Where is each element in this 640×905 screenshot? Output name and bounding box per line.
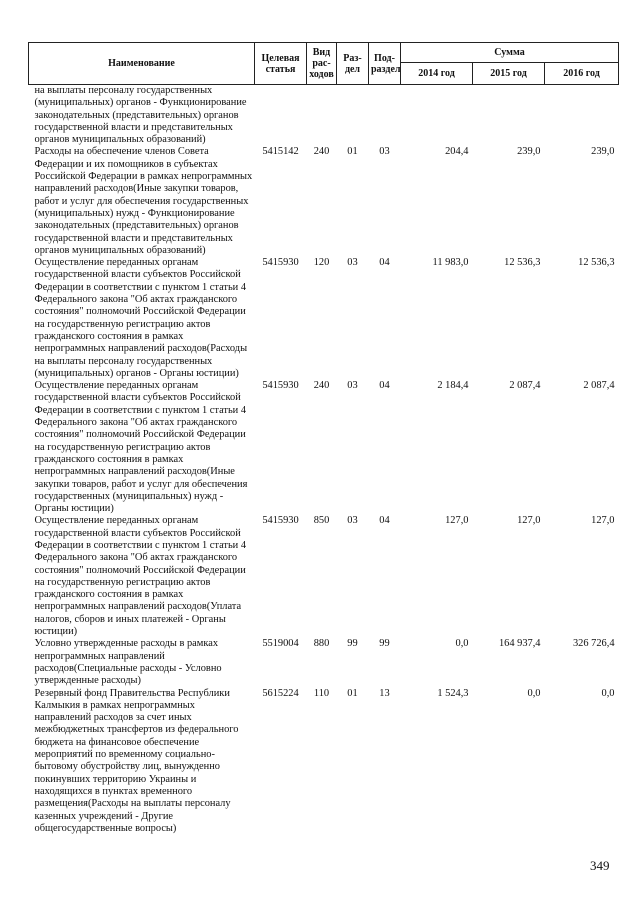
row-section bbox=[337, 85, 369, 147]
row-kind: 240 bbox=[313, 146, 330, 158]
row-target bbox=[255, 85, 307, 147]
row-sum-2015: 12 536,3 bbox=[504, 257, 541, 269]
header-subsection: Под-раздел bbox=[369, 43, 401, 85]
header-kind: Вид рас-ходов bbox=[307, 43, 337, 85]
row-section: 99 bbox=[347, 638, 358, 650]
row-target: 5415930 bbox=[262, 515, 299, 527]
row-kind: 880 bbox=[313, 638, 330, 650]
row-sum-2016: 12 536,3 bbox=[578, 257, 615, 269]
table-row bbox=[29, 380, 619, 515]
row-section: 01 bbox=[347, 687, 358, 699]
header-sum: Сумма bbox=[401, 43, 619, 63]
row-sum-2014: 11 983,0 bbox=[432, 257, 469, 269]
row-section: 03 bbox=[347, 257, 358, 269]
row-kind bbox=[307, 85, 337, 147]
table-row bbox=[29, 638, 619, 687]
header-2014: 2014 год bbox=[401, 63, 473, 85]
row-subsection: 04 bbox=[379, 257, 390, 269]
row-sum-2015: 239,0 bbox=[517, 146, 541, 158]
row-subsection: 04 bbox=[379, 380, 390, 392]
budget-table bbox=[28, 42, 619, 835]
row-sum-2016 bbox=[545, 85, 619, 147]
row-sum-2014: 204,4 bbox=[445, 146, 469, 158]
row-name: Осуществление переданных органам государственной власти субъектов Российской Федерации в соответствии с пунктом 1 статьи 4 Федерального закона "Об актах гражданского состояния" полномочий Российской Федерации на государственную регистрацию актов гражданского состояния в рамках непрограммных направлений расходов(Расходы на выплаты персоналу государственных (муниципальных) органов - Органы юстиции) bbox=[34, 257, 248, 379]
row-kind: 240 bbox=[313, 380, 330, 392]
row-name: Расходы на обеспечение членов Совета Федерации и их помощников в субъектах Российской Федерации в рамках непрограммных направлений расходов(Иные закупки товаров, работ и услуг для обеспечения государственных (муниципальных) нужд - Функционирование законодательных (представительных) органов государственной власти и представительных органов муниципальных образований) bbox=[34, 146, 253, 256]
row-sum-2016: 127,0 bbox=[591, 515, 615, 527]
table-header bbox=[29, 43, 619, 85]
row-section: 03 bbox=[347, 380, 358, 392]
row-subsection bbox=[369, 85, 401, 147]
row-target: 5615224 bbox=[262, 687, 299, 699]
table-row bbox=[29, 688, 619, 836]
row-name: Условно утвержденные расходы в рамках непрограммных направлений расходов(Специальные расходы - Условно утвержденные расходы) bbox=[34, 638, 222, 687]
row-sum-2015: 2 087,4 bbox=[509, 380, 541, 392]
row-name: Резервный фонд Правительства Республики Калмыкия в рамках непрограммных направлений расходов за счет иных межбюджетных трансфертов из федерального бюджета на финансовое обеспечение мероприятий по временному социально-бытовому обустройству лиц, вынужденно покинувших территорию Украины и находящихся в пунктах временного размещения(Расходы на выплаты персоналу казенных учреждений - Другие общегосударственные вопросы) bbox=[34, 687, 239, 834]
row-name: Осуществление переданных органам государственной власти субъектов Российской Федерации в соответствии с пунктом 1 статьи 4 Федерального закона "Об актах гражданского состояния" полномочий Российской Федерации на государственную регистрацию актов гражданского состояния в рамках непрограммных направлений расходов(Иные закупки товаров, работ и услуг для обеспечения государственных (муниципальных) нужд - Органы юстиции) bbox=[34, 380, 248, 515]
table-row bbox=[29, 257, 619, 380]
row-sum-2014: 2 184,4 bbox=[437, 380, 469, 392]
row-sum-2015 bbox=[473, 85, 545, 147]
row-kind: 120 bbox=[313, 257, 330, 269]
row-name: на выплаты персоналу государственных (муниципальных) органов - Функционирование законодательных (представительных) органов государственной власти и представительных органов муниципальных образований) bbox=[34, 85, 247, 146]
header-2015: 2015 год bbox=[473, 63, 545, 85]
row-target: 5415930 bbox=[262, 380, 299, 392]
row-sum-2015: 164 937,4 bbox=[498, 638, 541, 650]
header-section: Раз-дел bbox=[337, 43, 369, 85]
table-row bbox=[29, 515, 619, 638]
row-subsection: 13 bbox=[379, 687, 390, 699]
table-body bbox=[29, 85, 619, 836]
row-subsection: 99 bbox=[379, 638, 390, 650]
row-sum-2015: 127,0 bbox=[517, 515, 541, 527]
row-kind: 110 bbox=[313, 687, 330, 699]
row-sum-2014: 1 524,3 bbox=[437, 687, 469, 699]
row-section: 01 bbox=[347, 146, 358, 158]
row-target: 5519004 bbox=[262, 638, 299, 650]
row-target: 5415142 bbox=[262, 146, 299, 158]
table-row bbox=[29, 85, 619, 147]
page-number: 349 bbox=[590, 858, 610, 873]
row-sum-2014: 0,0 bbox=[455, 638, 469, 650]
row-sum-2016: 0,0 bbox=[601, 687, 615, 699]
row-sum-2016: 239,0 bbox=[591, 146, 615, 158]
header-target: Целевая статья bbox=[255, 43, 307, 85]
row-subsection: 03 bbox=[379, 146, 390, 158]
row-sum-2016: 326 726,4 bbox=[572, 638, 615, 650]
row-target: 5415930 bbox=[262, 257, 299, 269]
row-name: Осуществление переданных органам государственной власти субъектов Российской Федерации в соответствии с пунктом 1 статьи 4 Федерального закона "Об актах гражданского состояния" полномочий Российской Федерации на государственную регистрацию актов гражданского состояния в рамках непрограммных направлений расходов(Уплата налогов, сборов и иных платежей - Органы юстиции) bbox=[34, 515, 247, 638]
table-row bbox=[29, 146, 619, 257]
header-2016: 2016 год bbox=[545, 63, 619, 85]
row-section: 03 bbox=[347, 515, 358, 527]
row-sum-2015: 0,0 bbox=[527, 687, 541, 699]
header-name: Наименование bbox=[29, 43, 255, 85]
row-sum-2016: 2 087,4 bbox=[583, 380, 615, 392]
row-sum-2014 bbox=[401, 85, 473, 147]
row-sum-2014: 127,0 bbox=[445, 515, 469, 527]
row-kind: 850 bbox=[313, 515, 330, 527]
row-subsection: 04 bbox=[379, 515, 390, 527]
